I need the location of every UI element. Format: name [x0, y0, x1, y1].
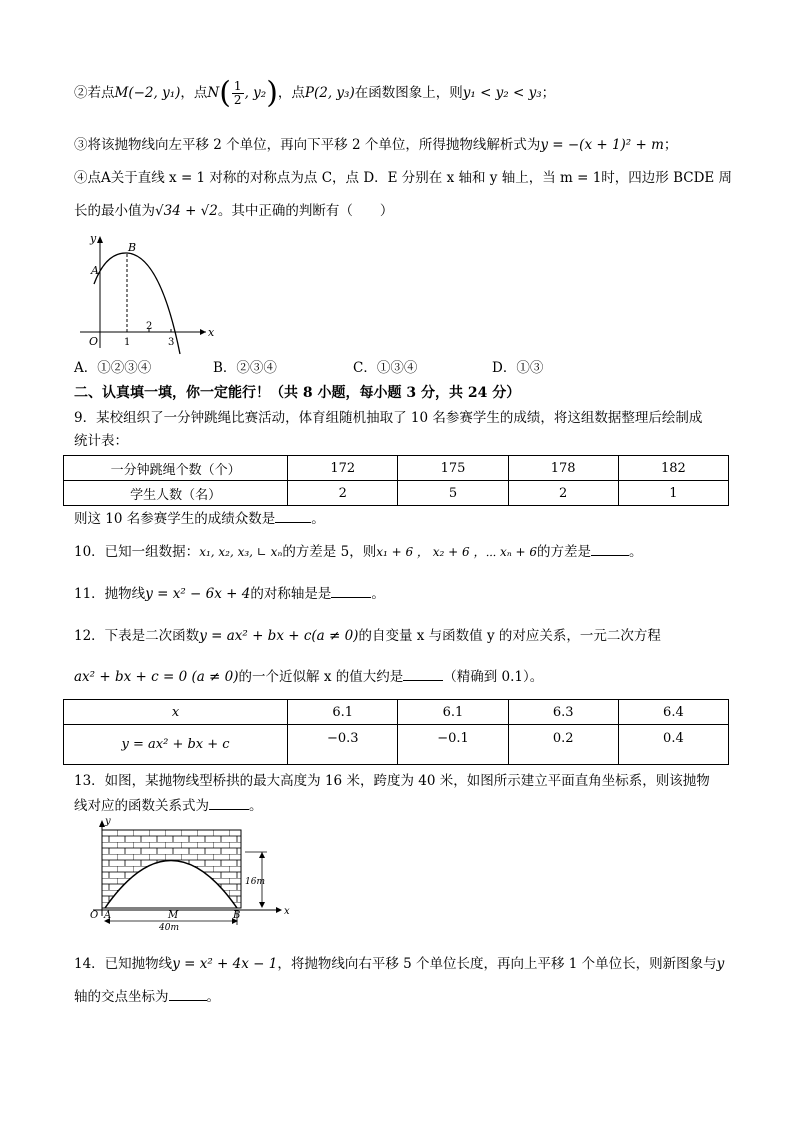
brick-wall: [102, 830, 241, 908]
q12-formula: y = ax² + bx + c(a ≠ 0): [199, 628, 359, 644]
table-cell: 175: [398, 456, 508, 481]
q13-line2-text: 线对应的函数关系式为: [74, 798, 209, 814]
table-cell: 178: [508, 456, 618, 481]
q13-line2: [74, 796, 263, 816]
statement-3: [74, 135, 677, 155]
table-header-cell: 学生人数（名）: [64, 481, 288, 506]
table-cell: 2: [508, 481, 618, 506]
q12-mid: 的一个近似解 x 的值大约是: [238, 669, 404, 685]
q12-answer-blank[interactable]: [403, 680, 443, 681]
table-cell: 6.4: [618, 700, 728, 725]
q11-prefix: 11．抛物线: [74, 586, 146, 602]
q11: [74, 584, 385, 604]
q8-option-d[interactable]: [492, 358, 543, 378]
parabola-graph: [70, 228, 220, 358]
q12-equation: ax² + bx + c = 0 (a ≠ 0): [74, 669, 239, 685]
bridge-figure: [85, 818, 295, 933]
q8-option-a[interactable]: [74, 358, 151, 378]
table-cell: 1: [618, 481, 728, 506]
label-b: B: [128, 241, 137, 254]
bridge-label-y: y: [105, 818, 111, 827]
stmt2-mid1: ，点: [180, 85, 208, 101]
stmt4-line2-suffix: 。其中正确的判断有（ ）: [217, 203, 394, 219]
q13-line1: 13．如图，某抛物线型桥拱的最大高度为 16 米，跨度为 40 米，如图所示建立平面直角坐标系，则该抛物: [74, 773, 710, 789]
table-cell: −0.1: [398, 725, 508, 765]
q8-option-b[interactable]: [213, 358, 277, 378]
table-row: [64, 456, 729, 481]
fraction-half: [232, 80, 244, 107]
x-axis-arrow: [200, 329, 206, 335]
label-a: A: [91, 264, 99, 277]
table-cell: −0.3: [288, 725, 398, 765]
stmt3-text: ③将该抛物线向左平移 2 个单位，再向下平移 2 个单位，所得抛物线解析式为: [74, 137, 541, 153]
point-p: P(2, y₃): [304, 85, 355, 101]
q14-answer-blank[interactable]: [169, 1000, 207, 1001]
q10-answer-blank[interactable]: [591, 555, 629, 556]
stmt4-line1: ④点A关于直线 x = 1 对称的对称点为点 C，点 D．E 分别在 x 轴和 y 轴上，当 m = 1时，四边形 BCDE 周: [74, 170, 733, 186]
q11-formula: y = x² − 6x + 4: [145, 586, 251, 602]
q9-answer-blank[interactable]: [275, 522, 311, 523]
table-row: [64, 481, 729, 506]
q12-line2: [74, 667, 543, 687]
q10-data: x₁, x₂, x₃, ∟ xₙ: [199, 545, 283, 559]
q12-end: （精确到 0.1）。: [443, 669, 544, 685]
option-d-label: D．①③: [492, 360, 544, 376]
q11-end: 。: [371, 586, 385, 602]
table-cell: 5: [398, 481, 508, 506]
q14-line2: [74, 987, 220, 1007]
q14-suffix: ，将抛物线向右平移 5 个单位长度，再向上平移 1 个单位长，则新图象与: [277, 956, 717, 972]
q8-option-c[interactable]: [353, 358, 417, 378]
option-a-label: A．①②③④: [74, 360, 152, 376]
table-cell: 182: [618, 456, 728, 481]
stmt4-line2-prefix: 长的最小值为: [74, 203, 155, 219]
statement-4-line1: [74, 168, 732, 188]
frac-num: 1: [233, 79, 242, 93]
point-n-name: N: [207, 85, 220, 101]
bridge-x-arrow: [276, 907, 282, 913]
paren-right: ): [266, 75, 278, 111]
q10-prefix: 10．已知一组数据：: [74, 544, 200, 560]
frac-den: 2: [233, 93, 242, 107]
point-n-y: , y₂: [244, 85, 267, 101]
q13-line2-end: 。: [249, 798, 263, 814]
q12-suffix: 的自变量 x 与函数值 y 的对应关系，一元二次方程: [358, 628, 661, 644]
table-cell: 0.2: [508, 725, 618, 765]
table-row: [64, 700, 729, 725]
table-cell: 0.4: [618, 725, 728, 765]
q10-end: 。: [629, 544, 643, 560]
bridge-label-o: O: [90, 910, 99, 921]
stmt2-suffix: 在函数图象上，则: [354, 85, 463, 101]
option-c-label: C．①③④: [353, 360, 418, 376]
q10-expr: x₁ + 6 ， x₂ + 6 ，⋯ xₙ + 6: [376, 545, 538, 559]
q10: [74, 542, 643, 562]
bridge-label-a: A: [104, 910, 112, 921]
table-header-cell: 一分钟跳绳个数（个）: [64, 456, 288, 481]
q9-line1: 9．某校组织了一分钟跳绳比赛活动，体育组随机抽取了 10 名参赛学生的成绩，将这组数据整理后绘制成: [74, 410, 703, 426]
q10-mid: 的方差是 5，则: [282, 544, 377, 560]
label-origin: O: [89, 335, 99, 348]
bridge-label-b: B: [233, 910, 241, 921]
stmt2-end: ；: [541, 85, 556, 101]
height-arrow-up: [259, 852, 265, 858]
q12-prefix: 12．下表是二次函数: [74, 628, 200, 644]
y-axis-arrow: [97, 236, 103, 243]
q9-line2: 统计表：: [74, 433, 128, 449]
q11-answer-blank[interactable]: [331, 597, 371, 598]
q14-formula: y = x² + 4x − 1: [172, 956, 278, 972]
bridge-label-m: M: [168, 910, 179, 921]
height-arrow-down: [259, 902, 265, 908]
q12-table: [63, 699, 729, 765]
point-m: M(−2, y₁): [114, 85, 181, 101]
q14-y: y: [716, 956, 725, 972]
section-2-title: 二、认真填一填，你一定能行！（共 8 小题，每小题 3 分，共 24 分）: [74, 385, 521, 401]
q14-line2-end: 。: [206, 989, 220, 1005]
q11-suffix: 的对称轴是是: [250, 586, 332, 602]
stmt4-formula: √34 + √2: [155, 203, 218, 219]
label-y: y: [90, 232, 97, 245]
table-header-cell: y = ax² + bx + c: [64, 725, 288, 765]
label-tick-3: 3: [168, 337, 175, 348]
q10-suffix: 的方差是: [537, 544, 592, 560]
q14-prefix: 14．已知抛物线: [74, 956, 173, 972]
statement-2: [74, 75, 556, 111]
q9-after: 则这 10 名参赛学生的成绩众数是: [74, 511, 276, 527]
table-cell: 6.3: [508, 700, 618, 725]
q12-line1: [74, 626, 661, 646]
bridge-label-x: x: [284, 906, 290, 917]
bridge-label-height: 16m: [245, 877, 265, 887]
label-tick-1: 1: [124, 337, 131, 348]
table-header-cell: x: [64, 700, 288, 725]
stmt3-end: ；: [663, 137, 678, 153]
stmt3-formula: y = −(x + 1)² + m: [540, 137, 664, 153]
q14-line1: [74, 954, 724, 974]
table-cell: 6.1: [398, 700, 508, 725]
table-cell: 6.1: [288, 700, 398, 725]
bridge-label-span: 40m: [159, 923, 179, 933]
inequality: y₁ < y₂ < y₃: [462, 85, 542, 101]
table-row: [64, 725, 729, 765]
q9-table: [63, 455, 729, 506]
statement-4-line2: [74, 201, 393, 221]
q14-line2-text: 轴的交点坐标为: [74, 989, 169, 1005]
table-cell: 172: [288, 456, 398, 481]
q9-after-end: 。: [311, 511, 325, 527]
paren-left: (: [219, 75, 231, 111]
option-b-label: B．②③④: [213, 360, 277, 376]
q9-answer-line: [74, 509, 325, 529]
stmt2-mid2: ，点: [277, 85, 305, 101]
stmt2-prefix: ②若点: [74, 85, 115, 101]
table-cell: 2: [288, 481, 398, 506]
label-tick-2: 2: [146, 321, 153, 332]
q13-answer-blank[interactable]: [209, 809, 249, 810]
label-x: x: [208, 326, 215, 339]
